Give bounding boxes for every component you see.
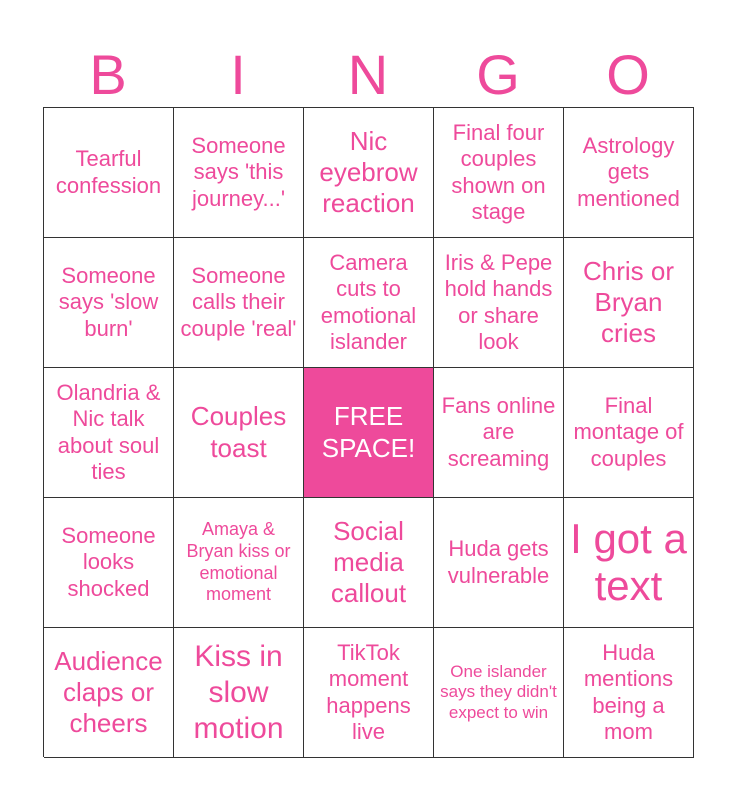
cell-text: TikTok moment happens live [326,639,411,744]
cell-text: Couples toast [190,401,287,463]
cell-text: Amaya & Bryan kiss or emotional moment [186,519,291,605]
bingo-cell[interactable] [44,498,174,628]
bingo-cell[interactable] [174,368,304,498]
bingo-cell[interactable] [174,108,304,238]
bingo-cell[interactable] [304,628,434,758]
cell-text: Huda mentions being a mom [583,639,674,744]
bingo-cell[interactable] [434,498,564,628]
cell-text: Tearful confession [55,146,162,198]
cell-text: Kiss in slow motion [193,639,284,745]
cell-text: Social media callout [330,515,407,609]
bingo-header [43,42,693,108]
cell-text: Chris or Bryan cries [582,255,674,349]
bingo-cell[interactable] [434,628,564,758]
cell-text: FREE SPACE! [321,401,416,463]
bingo-cell[interactable] [174,498,304,628]
cell-text: Final four couples shown on stage [451,119,546,224]
bingo-cell[interactable] [304,108,434,238]
bingo-grid [43,107,694,757]
bingo-cell[interactable] [304,498,434,628]
bingo-cell[interactable] [174,238,304,368]
bingo-cell[interactable] [434,238,564,368]
bingo-cell[interactable] [44,108,174,238]
cell-text: Camera cuts to emotional islander [320,249,417,354]
cell-text: Olandria & Nic talk about soul ties [56,379,161,484]
cell-text: Iris & Pepe hold hands or share look [444,249,553,354]
bingo-cell[interactable] [174,628,304,758]
cell-text: Someone says 'this journey...' [191,132,286,211]
bingo-cell[interactable] [44,628,174,758]
cell-text: Someone looks shocked [61,522,156,601]
cell-text: Audience claps or cheers [54,645,163,739]
header-letter-b: B [89,43,127,106]
bingo-cell[interactable] [434,368,564,498]
bingo-cell[interactable] [564,238,694,368]
header-letter-i: I [230,43,246,106]
free-space-cell[interactable] [304,368,434,498]
header-letter-g: G [476,43,520,106]
cell-text: Someone calls their couple 'real' [180,262,297,341]
bingo-cell[interactable] [564,368,694,498]
header-letter-o: O [606,43,650,106]
bingo-cell[interactable] [564,108,694,238]
cell-text: One islander says they didn't expect to win [440,661,557,722]
bingo-cell[interactable] [44,238,174,368]
bingo-cell[interactable] [564,628,694,758]
cell-text: Someone says 'slow burn' [58,262,159,341]
cell-text: Fans online are screaming [441,392,556,471]
bingo-cell[interactable] [304,238,434,368]
cell-text: Nic eyebrow reaction [319,125,418,219]
bingo-cell[interactable] [434,108,564,238]
bingo-cell[interactable] [44,368,174,498]
bingo-cell[interactable] [564,498,694,628]
cell-text: Huda gets vulnerable [447,536,550,588]
cell-text: Final montage of couples [573,392,684,471]
cell-text: Astrology gets mentioned [577,132,680,211]
cell-text: I got a text [570,515,687,609]
header-letter-n: N [347,43,389,106]
